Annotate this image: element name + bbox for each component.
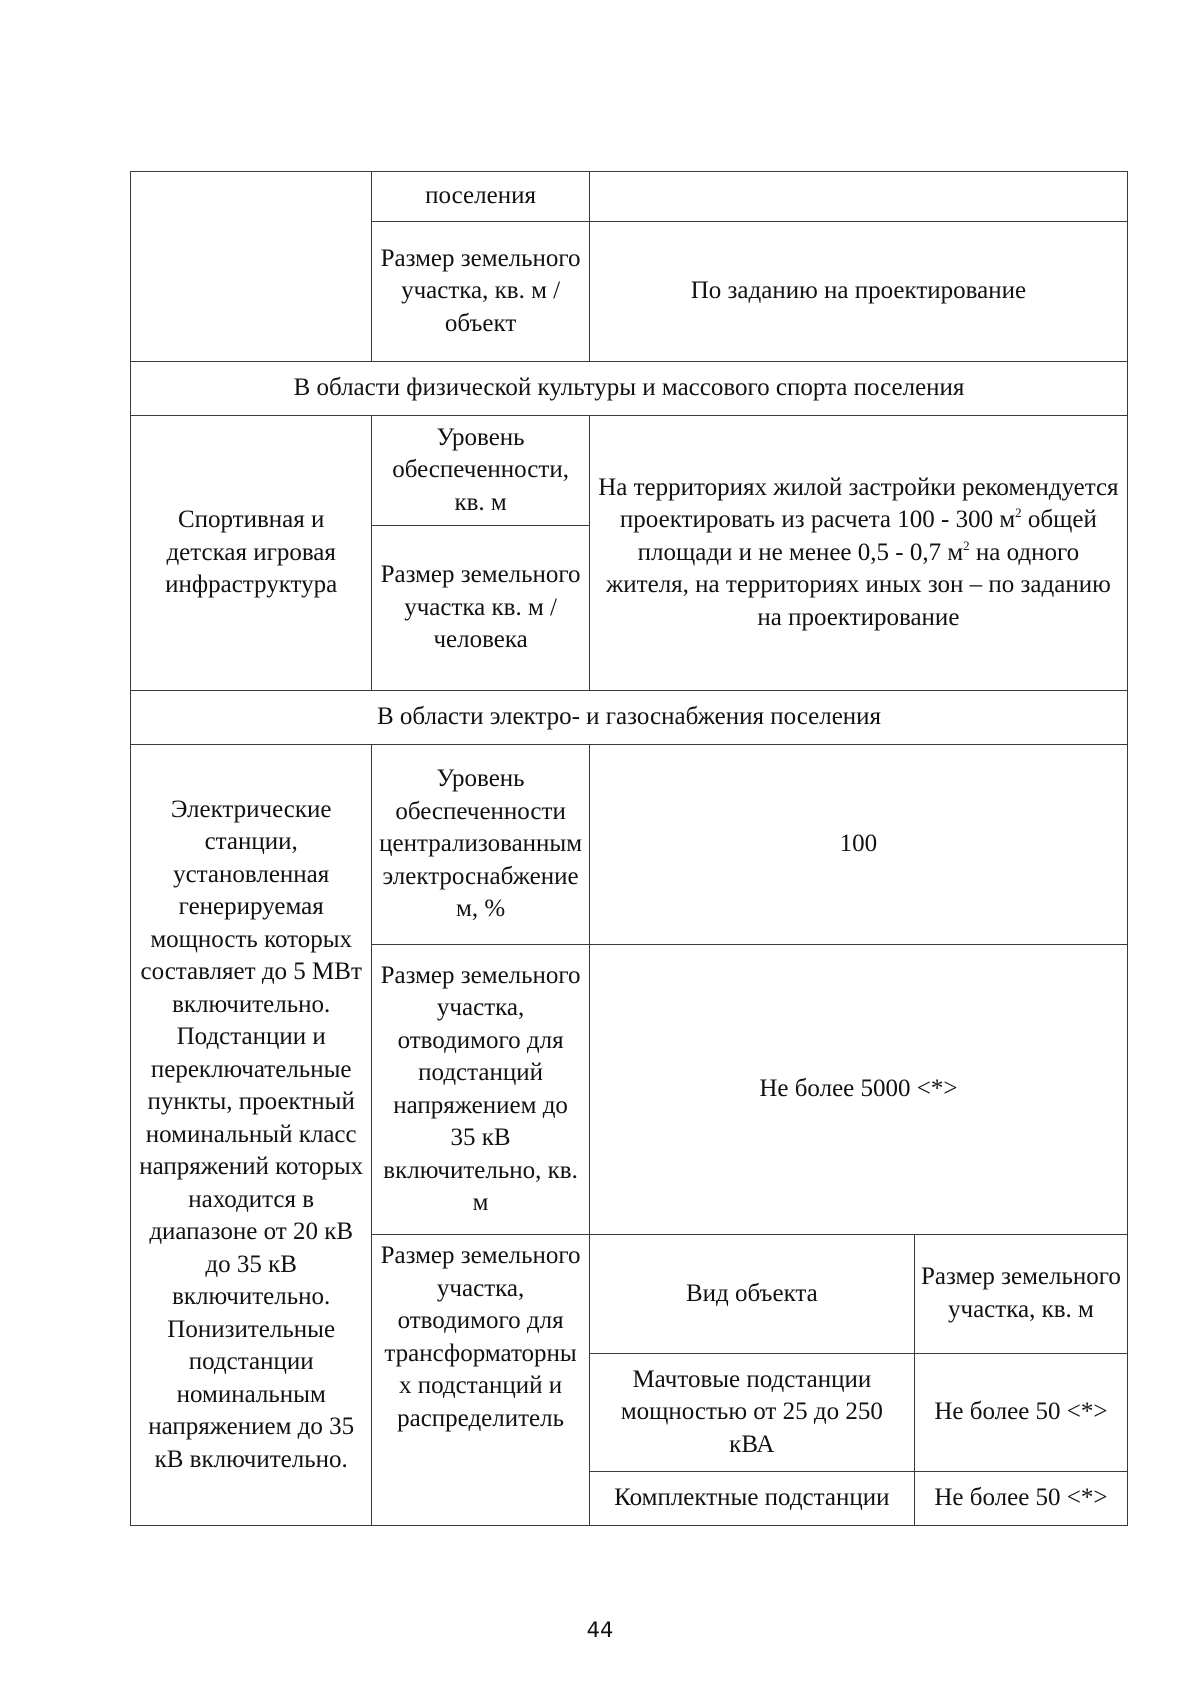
object-cell: Спортивная и детская игровая инфраструктура (131, 416, 372, 691)
indicator-cell (372, 1235, 589, 1526)
value-cell (589, 416, 1127, 691)
subtable-cell-type: Комплектные подстанции (589, 1472, 914, 1526)
table-row (131, 416, 1128, 526)
value-cell (589, 172, 1127, 222)
subtable-header-size: Размер земельного участка, кв. м (914, 1235, 1127, 1354)
subtable-cell-size: Не более 50 <*> (914, 1353, 1127, 1472)
indicator-cell: Уровень обеспеченности централизованным электроснабжением, % (372, 745, 589, 945)
section-heading-energy: В области электро- и газоснабжения поселения (131, 691, 1128, 745)
value-cell: По заданию на проектирование (589, 222, 1127, 362)
indicator-text: Размер земельного участка, отводимого для трансформаторных подстанций и распределитель (380, 1242, 581, 1432)
value-cell: 100 (589, 745, 1127, 945)
indicator-cell: Размер земельного участка кв. м / человека (372, 526, 589, 691)
section-heading-sport: В области физической культуры и массового спорта поселения (131, 362, 1128, 416)
value-cell: Не более 5000 <*> (589, 945, 1127, 1235)
superscript: 2 (1015, 505, 1022, 521)
table-row (131, 172, 1128, 222)
object-cell: Электрические станции, установленная генерируемая мощность которых составляет до 5 МВт включительно. Подстанции и переключательные пункты, проектный номинальный класс напряжений которых находится в диапазоне от 20 кВ до 35 кВ включительно. Понизительные подстанции номинальным напряжением до 35 кВ включительно. (131, 745, 372, 1526)
indicator-cell: поселения (372, 172, 589, 222)
page-number: 44 (586, 1618, 614, 1642)
object-cell-empty (131, 172, 372, 362)
indicator-cell: Размер земельного участка, кв. м / объект (372, 222, 589, 362)
table-row (131, 745, 1128, 945)
indicator-cell: Размер земельного участка, отводимого для подстанций напряжением до 35 кВ включительно, кв. м (372, 945, 589, 1235)
norms-table (130, 171, 1128, 1526)
value-text: общей площади и не менее 0,5 - 0,7 м (637, 506, 1097, 566)
value-text: на одного жителя, на территориях иных зон – по заданию на проектирование (606, 538, 1111, 631)
value-text: На территориях жилой застройки рекомендуется проектировать из расчета 100 - 300 м (598, 473, 1119, 534)
subtable-cell-type: Мачтовые подстанции мощностью от 25 до 250 кВА (589, 1353, 914, 1472)
section-row (131, 691, 1128, 745)
subtable-header-type: Вид объекта (589, 1235, 914, 1354)
superscript: 2 (963, 537, 970, 553)
indicator-cell: Уровень обеспеченности, кв. м (372, 416, 589, 526)
section-row (131, 362, 1128, 416)
subtable-cell-size: Не более 50 <*> (914, 1472, 1127, 1526)
